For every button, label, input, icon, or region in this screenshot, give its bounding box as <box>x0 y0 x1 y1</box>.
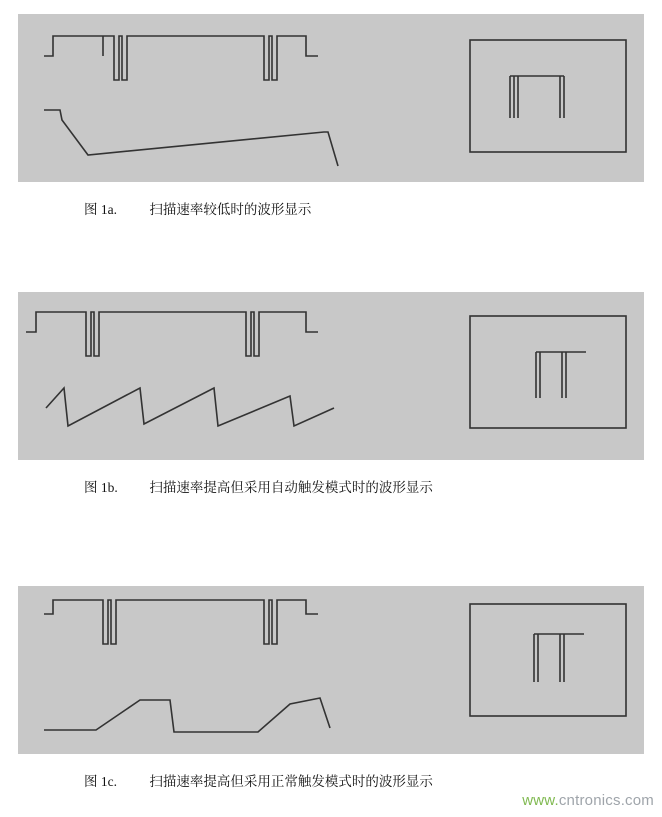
caption-label-1a: 图 1a. <box>84 202 117 217</box>
figure-1b-graphic <box>18 292 644 460</box>
figure-block-1a <box>0 14 662 218</box>
caption-text-1b: 扫描速率提高但采用自动触发模式时的波形显示 <box>149 480 433 495</box>
ramp-waveform-1b <box>46 388 334 426</box>
figure-caption-1a <box>0 198 662 218</box>
caption-text-1a: 扫描速率较低时的波形显示 <box>149 202 312 217</box>
figure-caption-1c <box>0 770 662 790</box>
figure-panel-1c <box>18 586 644 754</box>
watermark-suffix: .com <box>620 792 654 809</box>
watermark-brand: cntronics <box>558 792 621 809</box>
figure-panel-1b <box>18 292 644 460</box>
caption-text-1c: 扫描速率提高但采用正常触发模式时的波形显示 <box>149 774 433 789</box>
watermark-prefix: www. <box>522 792 559 809</box>
watermark <box>522 792 654 809</box>
figure-panel-1a <box>18 14 644 182</box>
pulse-train-1a <box>44 36 318 80</box>
caption-label-1c: 图 1c. <box>84 774 117 789</box>
pulse-train-1c <box>44 600 318 644</box>
scope-display-1a <box>470 40 626 152</box>
figure-block-1b <box>0 292 662 496</box>
figure-1a-graphic <box>18 14 644 182</box>
ramp-waveform-1a <box>44 110 338 166</box>
caption-label-1b: 图 1b. <box>84 480 118 495</box>
figure-caption-1b <box>0 476 662 496</box>
ramp-waveform-1c <box>44 698 330 732</box>
figure-block-1c <box>0 586 662 790</box>
figure-1c-graphic <box>18 586 644 754</box>
scope-display-1c <box>470 604 626 716</box>
scope-display-1b <box>470 316 626 428</box>
pulse-train-1b <box>26 312 318 356</box>
